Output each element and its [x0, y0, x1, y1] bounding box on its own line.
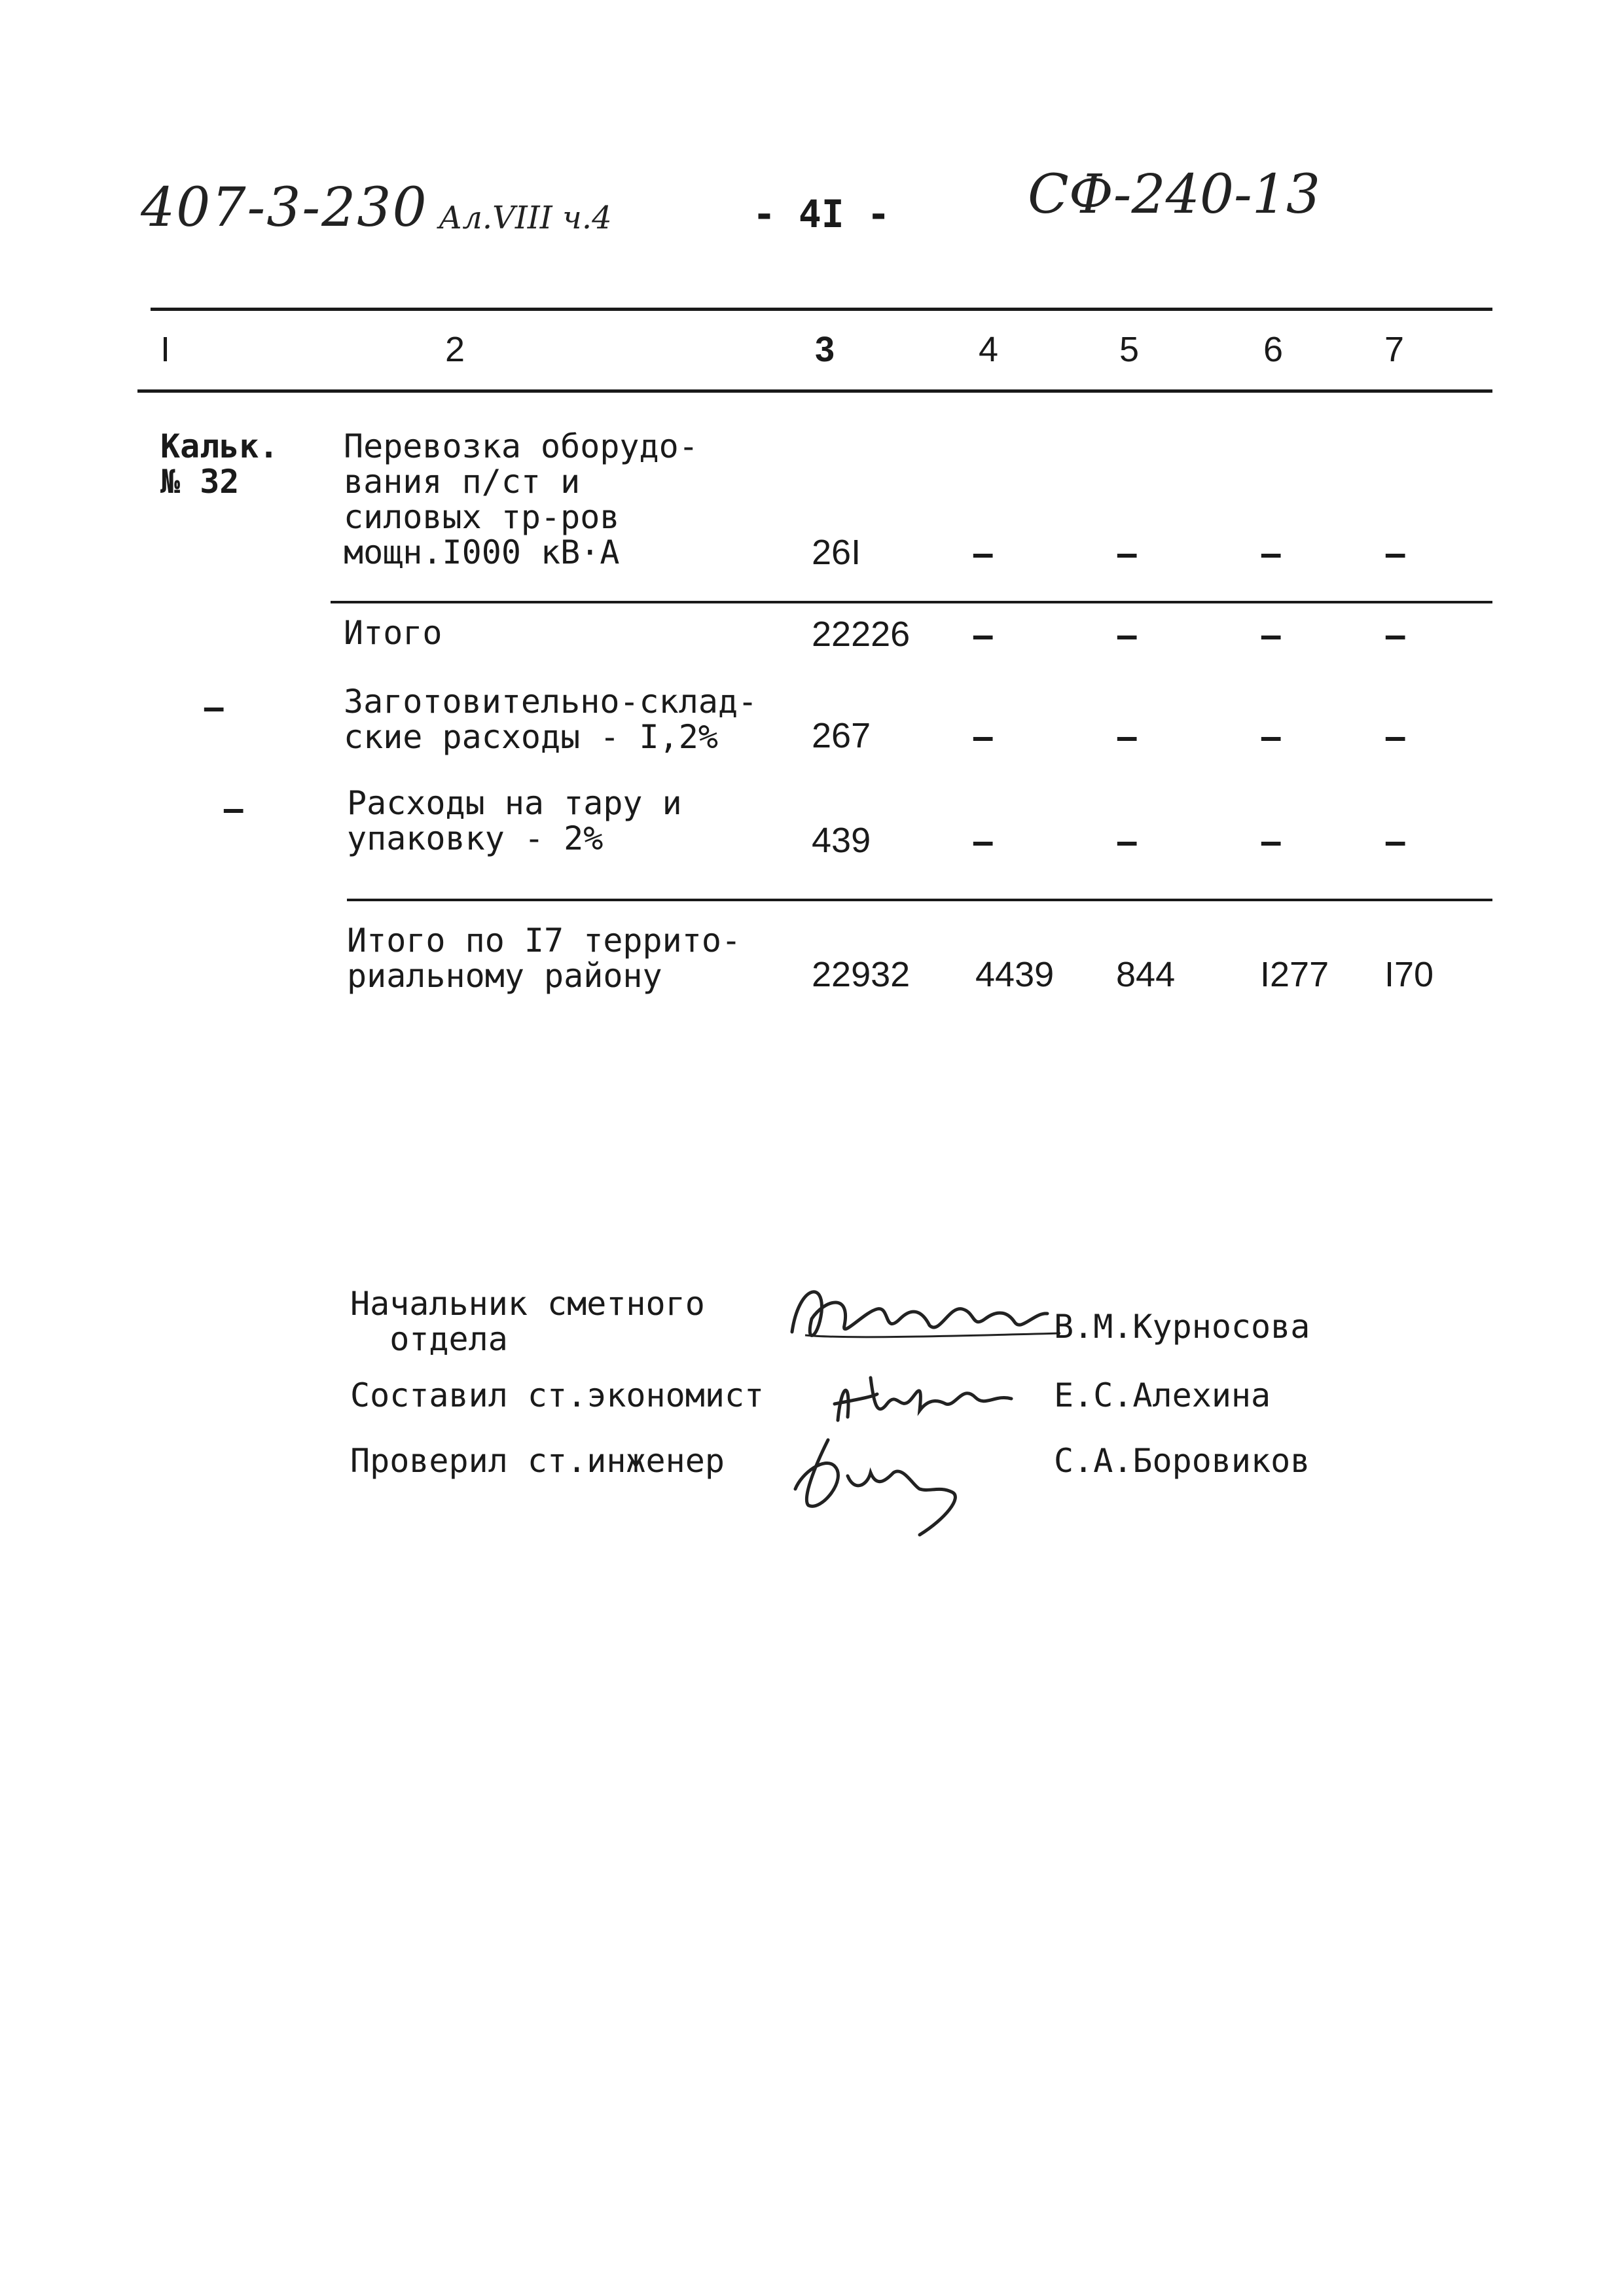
signer-title-1: Начальник сметного отдела	[350, 1285, 705, 1358]
row-ref: –	[223, 786, 245, 830]
page-number: - 4I -	[753, 192, 890, 236]
row-col6: –	[1260, 531, 1282, 575]
col-header-2: 2	[445, 330, 465, 369]
row-col4: –	[972, 531, 994, 575]
signer-name-2: Е.С.Алехина	[1054, 1376, 1271, 1414]
row-description: Перевозка оборудо- вания п/ст и силовых тр-ров мощн.I000 кВ·А	[344, 427, 698, 571]
row-separator-1	[331, 601, 1492, 603]
row-col7: –	[1384, 819, 1407, 863]
row-col6: –	[1260, 714, 1282, 758]
col-header-3: 3	[815, 330, 835, 369]
table-top-rule	[151, 308, 1492, 311]
row-col4: –	[972, 819, 994, 863]
col-header-6: 6	[1263, 330, 1284, 369]
row-col4: –	[972, 613, 994, 656]
row-description: Итого	[344, 614, 442, 652]
col-header-5: 5	[1119, 330, 1140, 369]
signer-name-1: В.М.Курносова	[1054, 1308, 1310, 1346]
signature-1	[785, 1273, 1067, 1358]
signer-title-3: Проверил ст.инженер	[350, 1442, 725, 1480]
signature-2	[825, 1365, 1021, 1437]
row-separator-2	[347, 899, 1492, 901]
row-col3: 26I	[812, 533, 861, 572]
row-col5: –	[1116, 613, 1138, 656]
col-header-1: I	[160, 330, 171, 369]
row-col7: I70	[1384, 955, 1434, 994]
row-description: Итого по I7 террито- риальному району	[347, 922, 742, 995]
signer-title-2: Составил ст.экономист	[350, 1376, 765, 1414]
row-ref: Кальк. № 32	[160, 427, 279, 501]
row-col3: 439	[812, 821, 871, 860]
row-col3: 22932	[812, 955, 911, 994]
row-col5: –	[1116, 714, 1138, 758]
table-header-rule	[137, 389, 1492, 393]
row-description: Заготовительно-склад- ские расходы - I,2%	[344, 683, 758, 756]
row-col7: –	[1384, 714, 1407, 758]
row-col5: –	[1116, 819, 1138, 863]
row-col6: I277	[1260, 955, 1329, 994]
signer-name-3: С.А.Боровиков	[1054, 1442, 1310, 1480]
row-col3: 22226	[812, 615, 911, 654]
row-col6: –	[1260, 613, 1282, 656]
row-col5: 844	[1116, 955, 1176, 994]
row-col7: –	[1384, 613, 1407, 656]
row-col6: –	[1260, 819, 1282, 863]
row-ref: –	[203, 685, 225, 728]
row-col3: 267	[812, 716, 871, 755]
signature-3	[789, 1427, 985, 1545]
row-col4: –	[972, 714, 994, 758]
col-header-4: 4	[979, 330, 999, 369]
sheet-code: СФ-240-13	[1028, 164, 1321, 226]
col-header-7: 7	[1384, 330, 1405, 369]
doc-code: 407-3-230	[141, 177, 428, 239]
album-reference: Ал.VIII ч.4	[439, 200, 612, 236]
row-col7: –	[1384, 531, 1407, 575]
row-col5: –	[1116, 531, 1138, 575]
row-description: Расходы на тару и упаковку - 2%	[347, 784, 682, 857]
row-col4: 4439	[975, 955, 1055, 994]
